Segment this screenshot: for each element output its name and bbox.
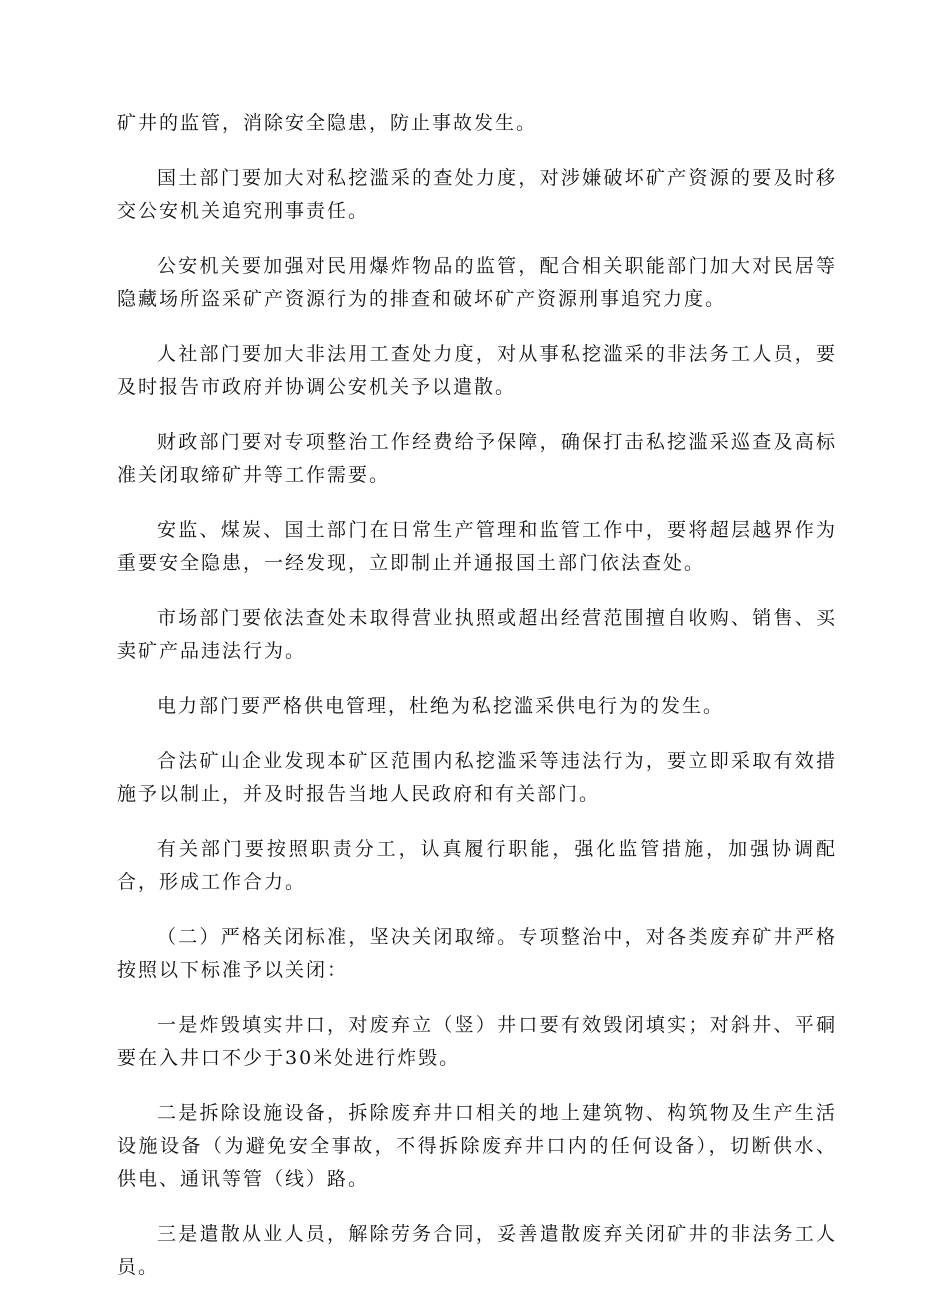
paragraph-market-department: 市场部门要依法查处未取得营业执照或超出经营范围擅自收购、销售、买卖矿产品违法行为。: [117, 607, 837, 662]
paragraph-legal-mining-enterprises: 合法矿山企业发现本矿区范围内私挖滥采等违法行为，要立即采取有效措施予以制止，并及时报告当地人民政府和有关部门。: [117, 750, 837, 805]
paragraph-human-resources: 人社部门要加大非法用工查处力度，对从事私挖滥采的非法务工人员，要及时报告市政府并协调公安机关予以遣散。: [117, 343, 837, 398]
paragraph-power-department: 电力部门要严格供电管理，杜绝为私挖滥采供电行为的发生。: [157, 695, 725, 717]
paragraph-public-security: 公安机关要加强对民用爆炸物品的监管，配合相关职能部门加大对民居等隐藏场所盗采矿产资源行为的排查和破坏矿产资源刑事追究力度。: [117, 255, 837, 310]
paragraph-standard-three: 三是遣散从业人员，解除劳务合同，妥善遣散废弃关闭矿井的非法务工人员。: [117, 1223, 837, 1278]
paragraph-standard-two: 二是拆除设施设备，拆除废弃井口相关的地上建筑物、构筑物及生产生活设施设备（为避免安全事故，不得拆除废弃井口内的任何设备），切断供水、供电、通讯等管（线）路。: [117, 1102, 837, 1190]
document-body: [117, 107, 837, 1306]
paragraph-safety-supervision: 安监、煤炭、国土部门在日常生产管理和监管工作中，要将超层越界作为重要安全隐患，一经发现，立即制止并通报国土部门依法查处。: [117, 519, 837, 574]
paragraph-relevant-departments: 有关部门要按照职责分工，认真履行职能，强化监管措施，加强协调配合，形成工作合力。: [117, 838, 837, 893]
paragraph-continuation: 矿井的监管，消除安全隐患，防止事故发生。: [117, 112, 538, 134]
paragraph-land-department: 国土部门要加大对私挖滥采的查处力度，对涉嫌破坏矿产资源的要及时移交公安机关追究刑事责任。: [117, 167, 837, 222]
paragraph-finance: 财政部门要对专项整治工作经费给予保障，确保打击私挖滥采巡查及高标准关闭取缔矿井等工作需要。: [117, 431, 837, 486]
paragraph-standard-one: 一是炸毁填实井口，对废弃立（竖）井口要有效毁闭填实；对斜井、平硐要在入井口不少于30米处进行炸毁。: [117, 1014, 837, 1069]
paragraph-section-two-heading: （二）严格关闭标准，坚决关闭取缔。专项整治中，对各类废弃矿井严格按照以下标准予以关闭：: [117, 926, 837, 981]
